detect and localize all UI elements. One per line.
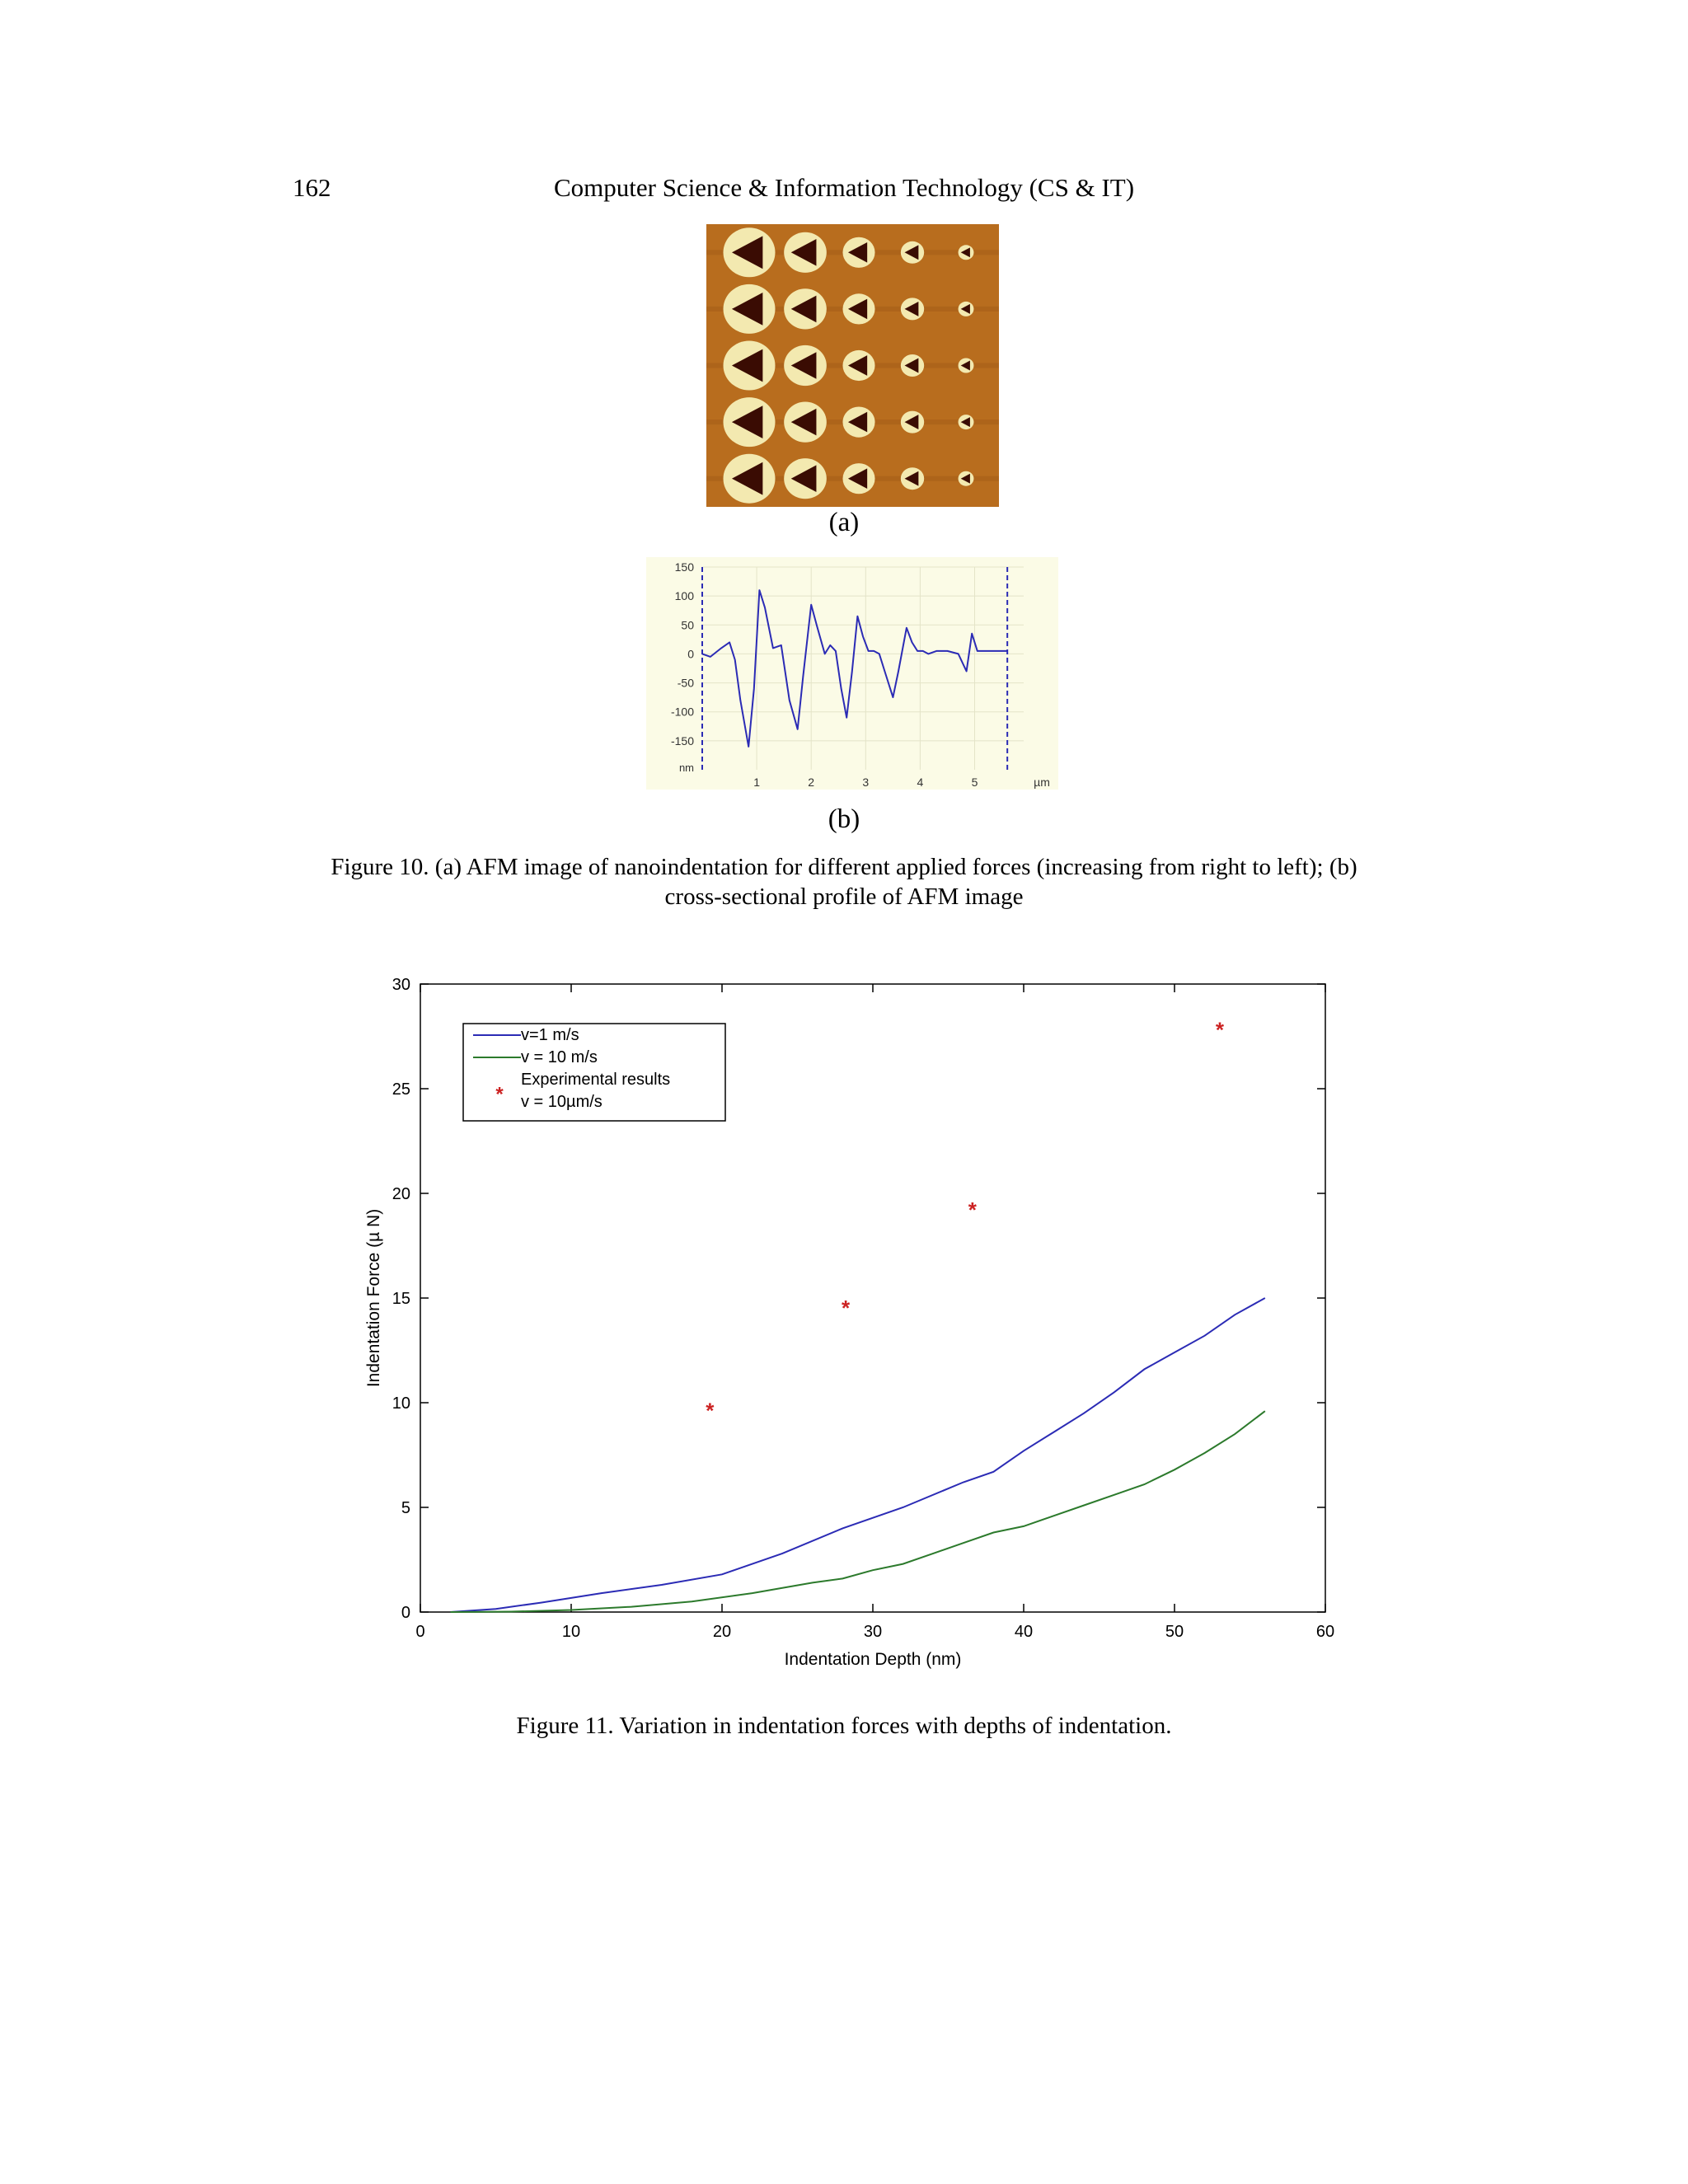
experimental-point: * (1215, 1017, 1224, 1043)
x-axis-label: Indentation Depth (nm) (784, 1650, 962, 1669)
legend-label: Experimental results (521, 1071, 671, 1089)
figure10-caption-line2: cross-sectional profile of AFM image (664, 883, 1024, 910)
profile-y-tick-label: 150 (674, 560, 694, 574)
y-tick-label: 20 (392, 1185, 410, 1203)
y-tick-label: 30 (392, 976, 410, 994)
y-tick-label: 10 (392, 1394, 410, 1413)
y-tick-label: 0 (401, 1604, 410, 1622)
figure10-caption-line1: Figure 10. (a) AFM image of nanoindentation for different applied forces (increasing from right to left); (b) (331, 854, 1357, 880)
afm-profile-chart (646, 557, 1058, 790)
page-number: 162 (293, 173, 331, 202)
profile-x-unit: µm (1034, 776, 1050, 789)
x-tick-label: 10 (561, 1623, 581, 1641)
profile-y-tick-label: 0 (687, 647, 694, 661)
x-tick-label: 30 (863, 1623, 883, 1641)
y-tick-label: 5 (401, 1499, 410, 1517)
x-tick-label: 0 (415, 1623, 425, 1641)
x-tick-label: 60 (1315, 1623, 1335, 1641)
profile-y-tick-label: -50 (677, 676, 694, 690)
y-tick-label: 25 (392, 1080, 410, 1099)
experimental-point: * (841, 1296, 851, 1321)
profile-y-unit: nm (678, 762, 694, 774)
profile-x-tick-label: 3 (862, 776, 870, 789)
legend-label: v=1 m/s (521, 1026, 579, 1044)
legend-label: v = 10 m/s (521, 1048, 598, 1066)
x-tick-label: 20 (712, 1623, 732, 1641)
profile-y-tick-label: -100 (670, 705, 694, 719)
profile-x-tick-label: 1 (753, 776, 761, 789)
profile-y-tick-label: 100 (674, 589, 694, 603)
profile-x-tick-label: 5 (971, 776, 978, 789)
figure11-caption: Figure 11. Variation in indentation forces with depths of indentation. (516, 1713, 1172, 1739)
figure10-label-b: (b) (828, 804, 860, 834)
afm-image (706, 224, 999, 507)
legend-label: v = 10µm/s (521, 1093, 603, 1111)
indentation-force-chart (346, 964, 1368, 1681)
profile-y-tick-label: 50 (681, 618, 694, 632)
x-tick-label: 40 (1014, 1623, 1034, 1641)
x-tick-label: 50 (1165, 1623, 1184, 1641)
y-axis-label: Indentation Force (µ N) (364, 1208, 383, 1388)
legend-marker-asterisk: * (495, 1083, 504, 1106)
profile-x-tick-label: 2 (808, 776, 815, 789)
experimental-point: * (968, 1197, 977, 1222)
y-tick-label: 15 (392, 1290, 410, 1308)
running-header: Computer Science & Information Technology (CS & IT) (553, 173, 1135, 202)
profile-y-tick-label: -150 (670, 733, 694, 748)
figure10-label-a: (a) (828, 508, 860, 537)
profile-x-tick-label: 4 (917, 776, 924, 789)
experimental-point: * (706, 1398, 715, 1423)
